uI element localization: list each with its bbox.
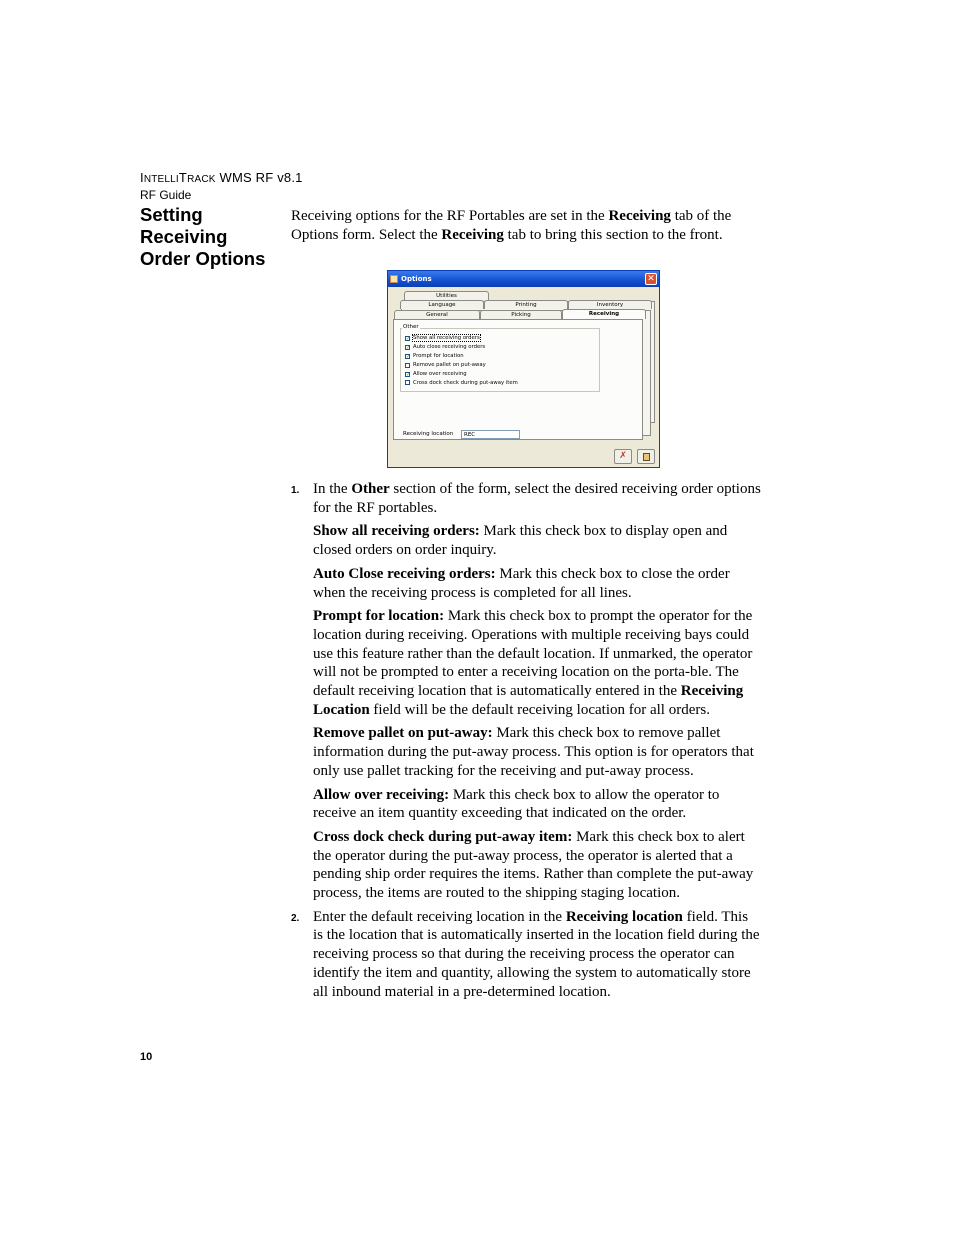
option-cross-dock-check[interactable]: Cross dock check during put-away item <box>405 378 518 387</box>
exit-button[interactable] <box>637 449 655 464</box>
step-number: 2. <box>291 912 300 924</box>
checkbox[interactable]: ✓ <box>406 344 411 351</box>
option-remove-pallet-on-put-away[interactable]: Remove pallet on put-away <box>405 361 518 370</box>
cancel-button[interactable] <box>614 449 632 464</box>
page-number: 10 <box>140 1051 153 1063</box>
other-group-label: Other <box>403 324 419 330</box>
option-description-show-all: Show all receiving orders: Mark this check box to display open and closed orders on order inquiry. <box>313 523 728 559</box>
exit-door-icon <box>643 453 650 461</box>
steps-list <box>291 480 761 1001</box>
checkbox[interactable]: ✓ <box>406 335 411 342</box>
running-header-product: INTELLITRACK WMS RF v8.1 <box>140 170 303 185</box>
close-icon[interactable]: ✕ <box>645 273 657 285</box>
running-header-subtitle: RF Guide <box>140 188 192 202</box>
tab-receiving[interactable]: Receiving <box>562 309 646 319</box>
option-auto-close-receiving-orders[interactable]: ✓ Auto close receiving orders <box>406 344 486 351</box>
section-title: Setting Receiving Order Options <box>140 204 266 269</box>
tab-picking[interactable]: Picking <box>480 310 562 319</box>
option-description-auto-close: Auto Close receiving orders: Mark this check box to close the order when the receiving process is completed for all lines. <box>313 565 730 601</box>
option-description-remove-pallet: Remove pallet on put-away: Mark this check box to remove pallet information during the put-away process. This option is for operators that only use pallet tracking for the receiving and put-away process. <box>313 725 754 779</box>
step-2: 2. Enter the default receiving location in the Receiving location field. This is the location that is automatically inserted in the location field during the receiving process so that during the receiving process the operator can identify the item and quantity, allowing the system to automatically store all inbound material in a pre-determined location. <box>291 908 760 1000</box>
app-icon <box>390 275 398 283</box>
checkbox[interactable] <box>405 363 410 368</box>
checkbox[interactable] <box>405 380 410 385</box>
options-list <box>405 334 518 387</box>
option-show-all-receiving-orders[interactable]: ✓ Show all receiving orders <box>406 335 480 342</box>
other-group <box>400 328 600 392</box>
step-1: 1. In the Other section of the form, select the desired receiving order options for the RF portables. <box>291 481 761 516</box>
tab-inventory[interactable]: Inventory <box>568 300 652 309</box>
option-description-prompt-location: Prompt for location: Mark this check box to prompt the operator for the location during receiving. Operations with multiple receiving bays could use this feature rather than the default location. If unmarked, the operator will not be prompted to enter a receiving location on the porta-ble. The default receiving location that is automatically entered in the Receiving Location field will be the default receiving location for all orders. <box>313 608 753 718</box>
options-dialog <box>387 270 660 468</box>
tab-utilities[interactable]: Utilities <box>404 291 489 300</box>
receiving-tab-panel <box>393 319 643 440</box>
tab-language[interactable]: Language <box>400 300 484 309</box>
receiving-location-label: Receiving location <box>403 431 454 437</box>
step-number: 1. <box>291 485 300 496</box>
option-description-cross-dock: Cross dock check during put-away item: Mark this check box to alert the operator during the put-away process, the operator is alerted that a pending ship order requires the items. Rather than complete the put-away process, the items are routed to the shipping staging location. <box>313 828 754 902</box>
tab-general[interactable]: General <box>394 310 480 319</box>
option-allow-over-receiving[interactable]: ✓ Allow over receiving <box>406 371 467 378</box>
cancel-x-icon: ✗ <box>619 451 627 461</box>
option-prompt-for-location[interactable]: ✓ Prompt for location <box>406 353 464 360</box>
dialog-titlebar <box>388 271 659 287</box>
tab-printing[interactable]: Printing <box>484 300 568 309</box>
intro-paragraph: Receiving options for the RF Portables are set in the Receiving tab of the Options form. Select the Receiving tab to bring this section to the front. <box>291 208 732 243</box>
dialog-title: Options <box>401 275 432 283</box>
receiving-location-input[interactable]: REC <box>461 430 520 439</box>
option-description-allow-over: Allow over receiving: Mark this check box to allow the operator to receive an item quantity exceeding that indicated on the order. <box>313 786 720 822</box>
checkbox[interactable]: ✓ <box>406 371 411 378</box>
checkbox[interactable]: ✓ <box>406 353 411 360</box>
